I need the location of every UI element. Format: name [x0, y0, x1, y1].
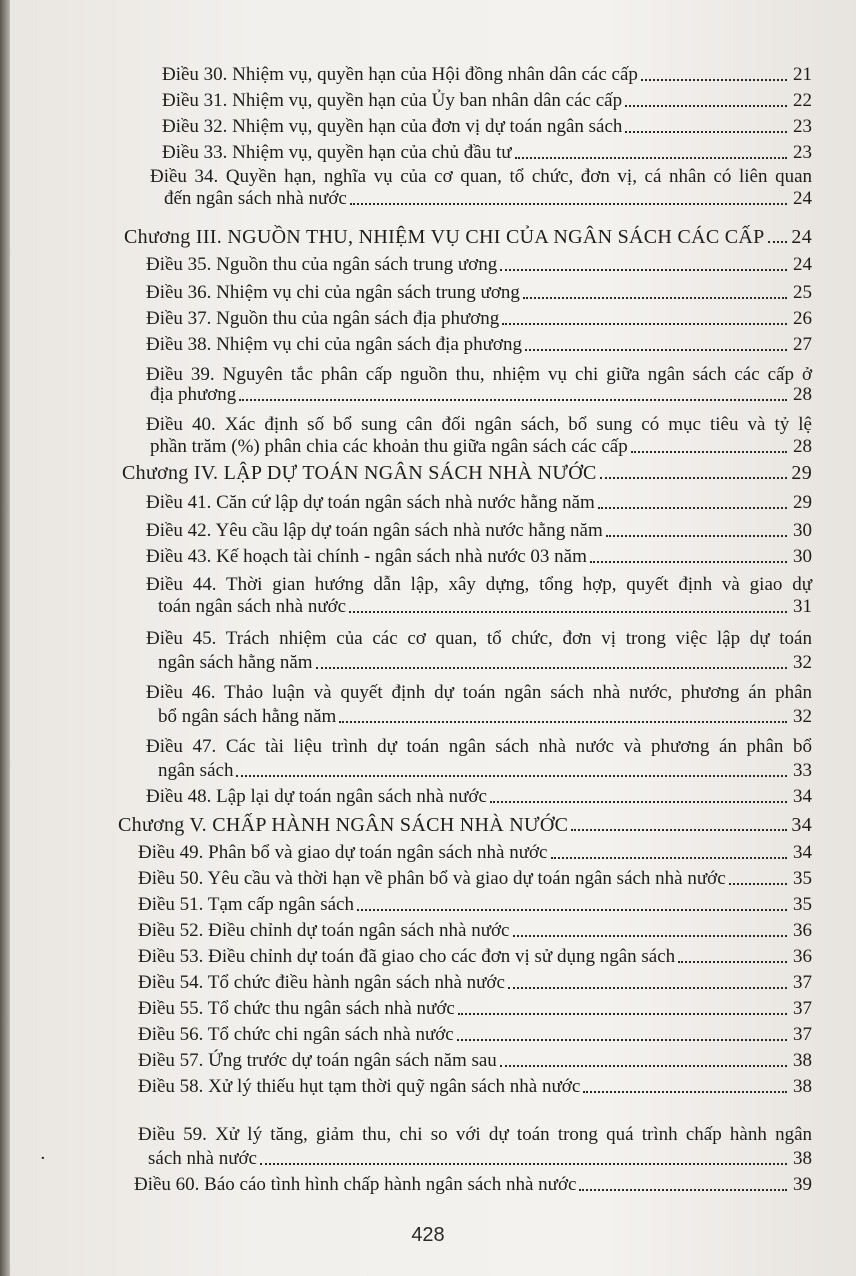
toc-entry[interactable] [138, 946, 812, 968]
toc-page-number: 26 [793, 308, 812, 329]
dot-leader [500, 1063, 787, 1067]
toc-entry[interactable] [162, 116, 812, 138]
pen-mark: · [40, 1148, 46, 1169]
toc-entry[interactable] [164, 188, 812, 210]
toc-entry[interactable] [138, 842, 812, 864]
dot-leader [641, 77, 787, 81]
toc-page-number: 27 [793, 334, 812, 355]
toc-entry[interactable] [134, 1174, 812, 1196]
toc-entry-title: Điều 35. Nguồn thu của ngân sách trung ương [146, 254, 498, 275]
toc-entry[interactable] [138, 1024, 812, 1046]
dot-leader [579, 1187, 787, 1191]
toc-entry-title: Chương III. NGUỒN THU, NHIỆM VỤ CHI CỦA NGÂN SÁCH CÁC CẤP [124, 226, 765, 248]
dot-leader [350, 201, 787, 205]
toc-page-number: 30 [793, 546, 812, 567]
toc-page-number: 29 [793, 492, 812, 513]
dot-leader [357, 907, 787, 911]
dot-leader [525, 347, 787, 351]
toc-entry[interactable] [158, 596, 812, 618]
dot-leader [551, 855, 788, 859]
dot-leader [508, 985, 787, 989]
toc-entry[interactable] [138, 894, 812, 916]
toc-page-number: 37 [793, 998, 812, 1019]
toc-entry-title-line: Điều 47. Các tài liệu trình dự toán ngân sách nhà nước và phương án phân bổ [146, 736, 812, 757]
toc-entry-title-line: Điều 46. Thảo luận và quyết định dự toán ngân sách nhà nước, phương án phân [146, 682, 812, 703]
toc-entry-title: Điều 57. Ứng trước dự toán ngân sách năm sau [138, 1050, 497, 1071]
toc-entry-title-line: Điều 40. Xác định số bổ sung cân đối ngân sách, bổ sung có mục tiêu và tỷ lệ [146, 414, 812, 435]
dot-leader [260, 1161, 787, 1165]
dot-leader [339, 719, 787, 723]
toc-entry-title: Điều 43. Kế hoạch tài chính - ngân sách nhà nước 03 năm [146, 546, 587, 567]
dot-leader [625, 103, 787, 107]
toc-page-number: 35 [793, 894, 812, 915]
toc-page-number: 32 [793, 706, 812, 727]
toc-entry[interactable] [150, 436, 812, 458]
toc-page-number: 23 [793, 116, 812, 137]
toc-entry[interactable] [162, 142, 812, 164]
toc-entry-title: Điều 50. Yêu cầu và thời hạn về phân bổ và giao dự toán ngân sách nhà nước [138, 868, 726, 889]
toc-entry-title: Điều 48. Lập lại dự toán ngân sách nhà nước [146, 786, 487, 807]
toc-entry-title: sách nhà nước [148, 1148, 257, 1169]
dot-leader [631, 449, 787, 453]
toc-entry-title: ngân sách hằng năm [158, 652, 313, 673]
toc-chapter[interactable] [118, 814, 812, 836]
dot-leader [457, 1037, 787, 1041]
toc-entry-title-line: Điều 59. Xử lý tăng, giảm thu, chi so với dự toán trong quá trình chấp hành ngân [138, 1124, 812, 1145]
toc-entry[interactable] [146, 520, 812, 542]
dot-leader [502, 321, 787, 325]
toc-entry[interactable] [148, 1148, 812, 1170]
toc-entry[interactable] [138, 972, 812, 994]
dot-leader [606, 533, 787, 537]
toc-entry-title: Điều 51. Tạm cấp ngân sách [138, 894, 354, 915]
dot-leader [316, 665, 787, 669]
toc-page-number: 25 [793, 282, 812, 303]
toc-entry[interactable] [146, 282, 812, 304]
toc-entry-title: Điều 49. Phân bổ và giao dự toán ngân sách nhà nước [138, 842, 548, 863]
toc-page-number: 31 [793, 596, 812, 617]
toc-chapter[interactable] [122, 462, 812, 484]
toc-page-number: 24 [791, 226, 812, 248]
toc-chapter[interactable] [124, 226, 812, 248]
dot-leader [625, 129, 787, 133]
toc-page-number: 37 [793, 1024, 812, 1045]
toc-entry-title: Điều 52. Điều chỉnh dự toán ngân sách nhà nước [138, 920, 510, 941]
dot-leader [515, 155, 787, 159]
toc-page-number: 38 [793, 1076, 812, 1097]
toc-entry-title: Điều 30. Nhiệm vụ, quyền hạn của Hội đồng nhân dân các cấp [162, 64, 638, 85]
dot-leader [458, 1011, 787, 1015]
toc-entry-title: Điều 33. Nhiệm vụ, quyền hạn của chủ đầu tư [162, 142, 512, 163]
dot-leader [729, 881, 787, 885]
toc-page-number: 39 [793, 1174, 812, 1195]
toc-entry-title-line: Điều 34. Quyền hạn, nghĩa vụ của cơ quan, tổ chức, đơn vị, cá nhân có liên quan [150, 166, 812, 187]
toc-entry-title: Điều 55. Tổ chức thu ngân sách nhà nước [138, 998, 455, 1019]
toc-entry-title: Điều 41. Căn cứ lập dự toán ngân sách nhà nước hằng năm [146, 492, 595, 513]
toc-page-number: 38 [793, 1148, 812, 1169]
toc-page-number: 22 [793, 90, 812, 111]
toc-entry-title: Điều 38. Nhiệm vụ chi của ngân sách địa phương [146, 334, 522, 355]
toc-entry[interactable] [146, 254, 812, 276]
toc-entry-title: phần trăm (%) phân chia các khoản thu giữa ngân sách các cấp [150, 436, 628, 457]
toc-entry-title: đến ngân sách nhà nước [164, 188, 347, 209]
toc-page-number: 38 [793, 1050, 812, 1071]
toc-entry[interactable] [146, 334, 812, 356]
toc-page-number: 34 [793, 842, 812, 863]
toc-entry-title: Điều 32. Nhiệm vụ, quyền hạn của đơn vị dự toán ngân sách [162, 116, 623, 137]
toc-page-number: 32 [793, 652, 812, 673]
toc-entry-title-line: Điều 45. Trách nhiệm của các cơ quan, tổ chức, đơn vị trong việc lập dự toán [146, 628, 812, 649]
toc-page-number: 35 [793, 868, 812, 889]
toc-entry-title: Chương IV. LẬP DỰ TOÁN NGÂN SÁCH NHÀ NƯỚC [122, 462, 597, 484]
toc-entry[interactable] [138, 998, 812, 1020]
toc-entry-title: ngân sách [158, 760, 234, 781]
dot-leader [598, 505, 787, 509]
toc-entry[interactable] [158, 652, 812, 674]
toc-entry-title-line: Điều 39. Nguyên tắc phân cấp nguồn thu, nhiệm vụ chi giữa ngân sách các cấp ở [146, 364, 812, 385]
dot-leader [768, 239, 787, 243]
toc-page-number: 36 [793, 946, 812, 967]
toc-entry[interactable] [150, 384, 812, 406]
toc-entry-title-line: Điều 44. Thời gian hướng dẫn lập, xây dựng, tổng hợp, quyết định và giao dự [146, 574, 812, 595]
toc-entry-title: bổ ngân sách hằng năm [158, 706, 337, 727]
dot-leader [590, 559, 787, 563]
toc-entry-title: địa phương [150, 384, 237, 405]
toc-entry[interactable] [146, 546, 812, 568]
toc-entry[interactable] [162, 90, 812, 112]
toc-entry-title: Điều 42. Yêu cầu lập dự toán ngân sách nhà nước hằng năm [146, 520, 603, 541]
dot-leader [583, 1089, 787, 1093]
toc-page-number: 21 [793, 64, 812, 85]
toc-entry[interactable] [158, 706, 812, 728]
toc-page-number: 34 [791, 814, 812, 836]
dot-leader [678, 959, 787, 963]
toc-entry-title: Điều 54. Tổ chức điều hành ngân sách nhà nước [138, 972, 505, 993]
toc-entry-title: Điều 58. Xử lý thiếu hụt tạm thời quỹ ngân sách nhà nước [138, 1076, 581, 1097]
toc-entry-title: Chương V. CHẤP HÀNH NGÂN SÁCH NHÀ NƯỚC [118, 814, 569, 836]
toc-entry[interactable] [138, 920, 812, 942]
toc-page-number: 24 [793, 254, 812, 275]
toc-page-number: 28 [793, 436, 812, 457]
toc-page-number: 34 [793, 786, 812, 807]
dot-leader [523, 295, 787, 299]
toc-entry-title: Điều 56. Tổ chức chi ngân sách nhà nước [138, 1024, 454, 1045]
toc-entry[interactable] [146, 308, 812, 330]
toc-entry[interactable] [158, 760, 812, 782]
dot-leader [490, 799, 787, 803]
dot-leader [513, 933, 788, 937]
toc-page-number: 33 [793, 760, 812, 781]
dot-leader [571, 827, 787, 831]
toc-entry[interactable] [146, 786, 812, 808]
toc-page-number: 29 [791, 462, 812, 484]
dot-leader [239, 397, 787, 401]
dot-leader [600, 475, 787, 479]
toc-page-number: 28 [793, 384, 812, 405]
dot-leader [349, 609, 787, 613]
toc-entry-title: Điều 60. Báo cáo tình hình chấp hành ngân sách nhà nước [134, 1174, 577, 1195]
toc-entry-title: Điều 36. Nhiệm vụ chi của ngân sách trung ương [146, 282, 520, 303]
toc-entry[interactable] [138, 1076, 812, 1098]
toc-entry[interactable] [138, 1050, 812, 1072]
toc-entry[interactable] [146, 492, 812, 514]
dot-leader [500, 267, 787, 271]
toc-page-number: 37 [793, 972, 812, 993]
toc-entry[interactable] [138, 868, 812, 890]
toc-entry-title: Điều 53. Điều chỉnh dự toán đã giao cho các đơn vị sử dụng ngân sách [138, 946, 676, 967]
toc-entry-title: Điều 31. Nhiệm vụ, quyền hạn của Ủy ban nhân dân các cấp [162, 90, 623, 111]
dot-leader [236, 773, 787, 777]
toc-entry-title: Điều 37. Nguồn thu của ngân sách địa phương [146, 308, 500, 329]
toc-entry-title: toán ngân sách nhà nước [158, 596, 347, 617]
toc-page-number: 30 [793, 520, 812, 541]
toc-page-number: 23 [793, 142, 812, 163]
toc-entry[interactable] [162, 64, 812, 86]
toc-page-number: 24 [793, 188, 812, 209]
page-number: 428 [411, 1224, 445, 1246]
toc-page-number: 36 [793, 920, 812, 941]
